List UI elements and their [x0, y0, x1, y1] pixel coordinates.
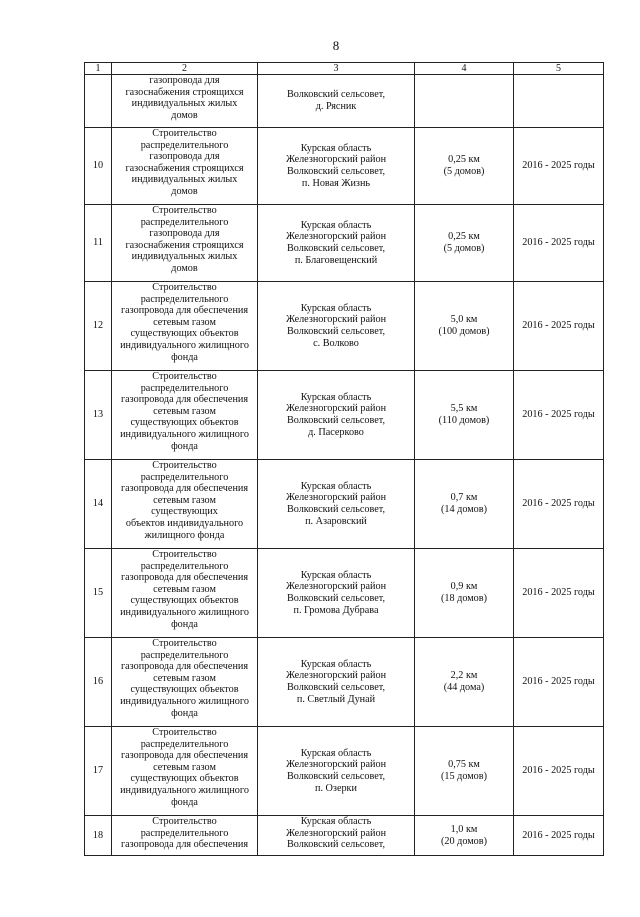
header-row: [85, 63, 604, 75]
row-period: 2016 - 2025 годы: [514, 727, 604, 816]
row-description: Строительство распределительного газопровода для обеспечения сетевым газом существующих объектов индивидуального жилищного фонда: [112, 638, 258, 727]
row-location: Курская область Железногорский район Волковский сельсовет, п. Громова Дубрава: [258, 549, 415, 638]
row-description: Строительство распределительного газопровода для обеспечения сетевым газом существующих объектов индивидуального жилищного фонда: [112, 460, 258, 549]
table-row: [85, 128, 604, 205]
table-row: [85, 816, 604, 856]
row-location: Курская область Железногорский район Волковский сельсовет, п. Новая Жизнь: [258, 128, 415, 205]
row-period: 2016 - 2025 годы: [514, 128, 604, 205]
row-length: 2,2 км (44 дома): [415, 638, 514, 727]
table-row: [85, 75, 604, 128]
row-number: 11: [85, 205, 112, 282]
row-description: Строительство распределительного газопровода для обеспечения: [112, 816, 258, 856]
table-row: [85, 282, 604, 371]
table-row: [85, 205, 604, 282]
row-period: 2016 - 2025 годы: [514, 205, 604, 282]
row-description: Строительство распределительного газопровода для газоснабжения строящихся индивидуальных жилых домов: [112, 128, 258, 205]
row-location: Курская область Железногорский район Волковский сельсовет, п. Озерки: [258, 727, 415, 816]
row-number: 14: [85, 460, 112, 549]
table-row: [85, 549, 604, 638]
row-location: Курская область Железногорский район Волковский сельсовет, п. Светлый Дунай: [258, 638, 415, 727]
row-number: 18: [85, 816, 112, 856]
row-location: Курская область Железногорский район Волковский сельсовет,: [258, 816, 415, 856]
row-description: Строительство распределительного газопровода для обеспечения сетевым газом существующих объектов индивидуального жилищного фонда: [112, 282, 258, 371]
row-description: Строительство распределительного газопровода для обеспечения сетевым газом существующих объектов индивидуального жилищного фонда: [112, 549, 258, 638]
row-location: Волковский сельсовет, д. Рясник: [258, 75, 415, 128]
row-length: 0,75 км (15 домов): [415, 727, 514, 816]
row-length: 1,0 км (20 домов): [415, 816, 514, 856]
row-length: 0,9 км (18 домов): [415, 549, 514, 638]
row-length: 5,0 км (100 домов): [415, 282, 514, 371]
row-number: 16: [85, 638, 112, 727]
header-col-4: 4: [415, 63, 514, 75]
header-col-2: 2: [112, 63, 258, 75]
header-col-3: 3: [258, 63, 415, 75]
row-location: Курская область Железногорский район Волковский сельсовет, д. Пасерково: [258, 371, 415, 460]
row-period: [514, 75, 604, 128]
row-number: 17: [85, 727, 112, 816]
row-length: 0,25 км (5 домов): [415, 205, 514, 282]
row-description: Строительство распределительного газопровода для газоснабжения строящихся индивидуальных жилых домов: [112, 205, 258, 282]
row-length: [415, 75, 514, 128]
row-location: Курская область Железногорский район Волковский сельсовет, п. Благовещенский: [258, 205, 415, 282]
row-number: 12: [85, 282, 112, 371]
row-number: 10: [85, 128, 112, 205]
row-period: 2016 - 2025 годы: [514, 816, 604, 856]
row-number: 13: [85, 371, 112, 460]
table-row: [85, 727, 604, 816]
header-col-5: 5: [514, 63, 604, 75]
table-row: [85, 371, 604, 460]
row-length: 0,7 км (14 домов): [415, 460, 514, 549]
page-number: 8: [332, 38, 340, 53]
gas-pipeline-table: [84, 62, 604, 856]
row-length: 5,5 км (110 домов): [415, 371, 514, 460]
row-description: Строительство распределительного газопровода для обеспечения сетевым газом существующих объектов индивидуального жилищного фонда: [112, 371, 258, 460]
row-number: 15: [85, 549, 112, 638]
row-description: Строительство распределительного газопровода для обеспечения сетевым газом существующих объектов индивидуального жилищного фонда: [112, 727, 258, 816]
row-length: 0,25 км (5 домов): [415, 128, 514, 205]
row-period: 2016 - 2025 годы: [514, 549, 604, 638]
row-period: 2016 - 2025 годы: [514, 282, 604, 371]
header-col-1: 1: [85, 63, 112, 75]
table-row: [85, 460, 604, 549]
row-number: [85, 75, 112, 128]
row-period: 2016 - 2025 годы: [514, 638, 604, 727]
row-location: Курская область Железногорский район Волковский сельсовет, с. Волково: [258, 282, 415, 371]
row-period: 2016 - 2025 годы: [514, 371, 604, 460]
row-description: газопровода для газоснабжения строящихся индивидуальных жилых домов: [112, 75, 258, 128]
row-location: Курская область Железногорский район Волковский сельсовет, п. Азаровский: [258, 460, 415, 549]
row-period: 2016 - 2025 годы: [514, 460, 604, 549]
table-row: [85, 638, 604, 727]
